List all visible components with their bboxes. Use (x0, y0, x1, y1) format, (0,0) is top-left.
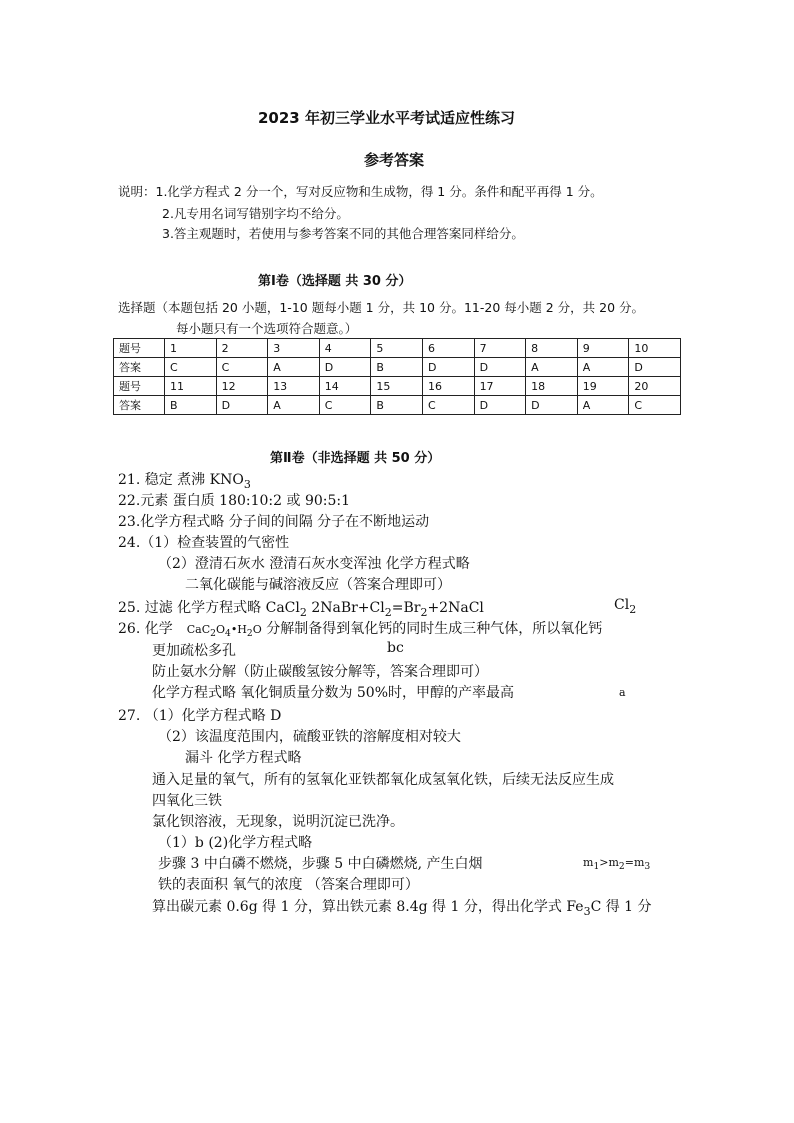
answer-25-cl: Cl (614, 597, 630, 613)
subscript: 3 (243, 477, 251, 491)
table-cell: 3 (268, 339, 320, 358)
answer-26-text-2: 分解制备得到氧化钙的同时生成三种气体，所以氧化钙 (261, 621, 603, 637)
answer-27-3: 漏斗 化学方程式略 (185, 750, 302, 766)
table-cell: D (474, 396, 526, 415)
table-row (114, 377, 681, 396)
note-line-2: 2.凡专用名词写错别字均不给分。 (162, 206, 349, 221)
answer-25 (118, 597, 484, 619)
table-cell: 15 (371, 377, 423, 396)
answer-23: 23.化学方程式略 分子间的间隔 分子在不断地运动 (118, 514, 430, 530)
table-cell: C (629, 396, 681, 415)
answer-table (113, 338, 681, 415)
table-cell: 13 (268, 377, 320, 396)
table-cell: 14 (319, 377, 371, 396)
table-cell: C (216, 358, 268, 377)
table-cell: 答案 (114, 358, 165, 377)
answer-26-4: 化学方程式略 氧化铜质量分数为 50%时，甲醇的产率最高 (152, 685, 515, 701)
table-cell: D (629, 358, 681, 377)
table-cell: 10 (629, 339, 681, 358)
formula-part: O (252, 623, 262, 636)
table-cell: B (165, 396, 217, 415)
table-cell: 5 (371, 339, 423, 358)
table-cell: B (371, 358, 423, 377)
answer-27-10 (152, 896, 652, 918)
answer-27-2: （2）该温度范围内，硫酸亚铁的溶解度相对较大 (158, 729, 461, 745)
formula-part: •H (230, 623, 247, 636)
answer-25-eq: +2NaCl (427, 600, 484, 616)
answer-26-1 (118, 618, 602, 639)
formula-part: CaC (186, 623, 211, 636)
table-cell: 17 (474, 377, 526, 396)
answer-21 (118, 469, 251, 491)
answer-27-mass (583, 856, 650, 872)
table-cell: 4 (319, 339, 371, 358)
answer-26-3: 防止氨水分解（防止碳酸氢铵分解等，答案合理即可） (152, 664, 488, 680)
answer-26-text: 26. 化学 (118, 621, 173, 637)
table-cell: D (422, 358, 474, 377)
answer-21-text: 21. 稳定 煮沸 KNO (118, 472, 244, 488)
answer-25-text: 25. 过滤 化学方程式略 CaCl (118, 600, 300, 616)
answer-26-bc: bc (387, 640, 404, 656)
table-cell: 2 (216, 339, 268, 358)
answer-27-9: 铁的表面积 氧气的浓度 （答案合理即可） (158, 877, 419, 893)
answer-25-eq: =Br (391, 600, 421, 616)
subscript: 3 (583, 904, 591, 918)
table-cell: C (422, 396, 474, 415)
answer-27-7: （1）b (2)化学方程式略 (158, 835, 313, 851)
mass-part: =m (624, 856, 645, 869)
answer-27-6: 氯化钡溶液，无现象，说明沉淀已洗净。 (152, 814, 404, 830)
table-cell: D (216, 396, 268, 415)
table-cell: 7 (474, 339, 526, 358)
subscript: 2 (246, 628, 253, 640)
answer-22: 22.元素 蛋白质 180:10:2 或 90:5:1 (118, 493, 351, 509)
table-cell: D (319, 358, 371, 377)
table-cell: 6 (422, 339, 474, 358)
table-cell: A (268, 358, 320, 377)
table-cell: 1 (165, 339, 217, 358)
table-cell: 题号 (114, 339, 165, 358)
mass-part: >m (599, 856, 619, 869)
part1-heading: 第Ⅰ卷（选择题 共 30 分） (258, 274, 412, 289)
part2-heading: 第Ⅱ卷（非选择题 共 50 分） (270, 451, 441, 466)
subscript: 2 (618, 861, 625, 873)
answer-24-2: （2）澄清石灰水 澄清石灰水变浑浊 化学方程式略 (158, 556, 470, 572)
page-subtitle: 参考答案 (364, 151, 425, 169)
table-cell: 20 (629, 377, 681, 396)
table-row (114, 358, 681, 377)
table-cell: 题号 (114, 377, 165, 396)
part1-desc: 选择题（本题包括 20 小题，1-10 题每小题 1 分，共 10 分。11-20 每小题 2 分，共 20 分。 (118, 300, 644, 315)
table-cell: 16 (422, 377, 474, 396)
answer-25-cl2 (614, 597, 636, 616)
table-cell: 9 (577, 339, 629, 358)
note-line-1: 说明：1.化学方程式 2 分一个，写对反应物和生成物，得 1 分。条件和配平再得 1 分。 (118, 184, 603, 199)
answer-27-8: 步骤 3 中白磷不燃烧，步骤 5 中白磷燃烧, 产生白烟 (158, 856, 483, 872)
answer-26-a: a (619, 686, 626, 699)
subscript: 4 (224, 628, 231, 640)
table-cell: A (577, 396, 629, 415)
answer-26-2: 更加疏松多孔 (152, 643, 236, 659)
table-cell: A (577, 358, 629, 377)
answer-27-text: 算出碳元素 0.6g 得 1 分，算出铁元素 8.4g 得 1 分，得出化学式 Fe (152, 899, 584, 915)
note-line-3: 3.答主观题时，若使用与参考答案不同的其他合理答案同样给分。 (162, 226, 524, 241)
formula (186, 623, 262, 640)
answer-25-eq: 2NaBr+Cl (306, 600, 385, 616)
answer-27-5: 四氧化三铁 (152, 793, 222, 809)
table-cell: A (526, 358, 578, 377)
table-row (114, 396, 681, 415)
table-cell: C (165, 358, 217, 377)
table-cell: C (319, 396, 371, 415)
subscript: 2 (629, 602, 637, 616)
mass-part: m (583, 856, 594, 869)
answer-27-1: 27. （1）化学方程式略 D (118, 708, 282, 724)
table-cell: 12 (216, 377, 268, 396)
subscript: 2 (299, 605, 307, 619)
table-cell: D (526, 396, 578, 415)
answer-27-4: 通入足量的氧气，所有的氢氧化亚铁都氧化成氢氧化铁，后续无法反应生成 (152, 772, 614, 788)
page-title: 2023 年初三学业水平考试适应性练习 (258, 109, 515, 127)
subscript: 1 (593, 861, 600, 873)
answer-24-3: 二氧化碳能与碱溶液反应（答案合理即可） (185, 577, 451, 593)
part1-desc-2: 每小题只有一个选项符合题意。） (176, 321, 358, 336)
table-row (114, 339, 681, 358)
subscript: 2 (210, 628, 216, 640)
answer-24-1: 24.（1）检查装置的气密性 (118, 535, 290, 551)
subscript: 2 (384, 605, 392, 619)
table-cell: A (268, 396, 320, 415)
table-cell: B (371, 396, 423, 415)
subscript: 2 (420, 605, 428, 619)
table-cell: 19 (577, 377, 629, 396)
table-cell: 8 (526, 339, 578, 358)
table-cell: 18 (526, 377, 578, 396)
table-cell: 答案 (114, 396, 165, 415)
subscript: 3 (644, 861, 651, 873)
formula-part: O (215, 623, 225, 636)
table-cell: D (474, 358, 526, 377)
table-cell: 11 (165, 377, 217, 396)
answer-27-text-2: C 得 1 分 (590, 899, 652, 915)
